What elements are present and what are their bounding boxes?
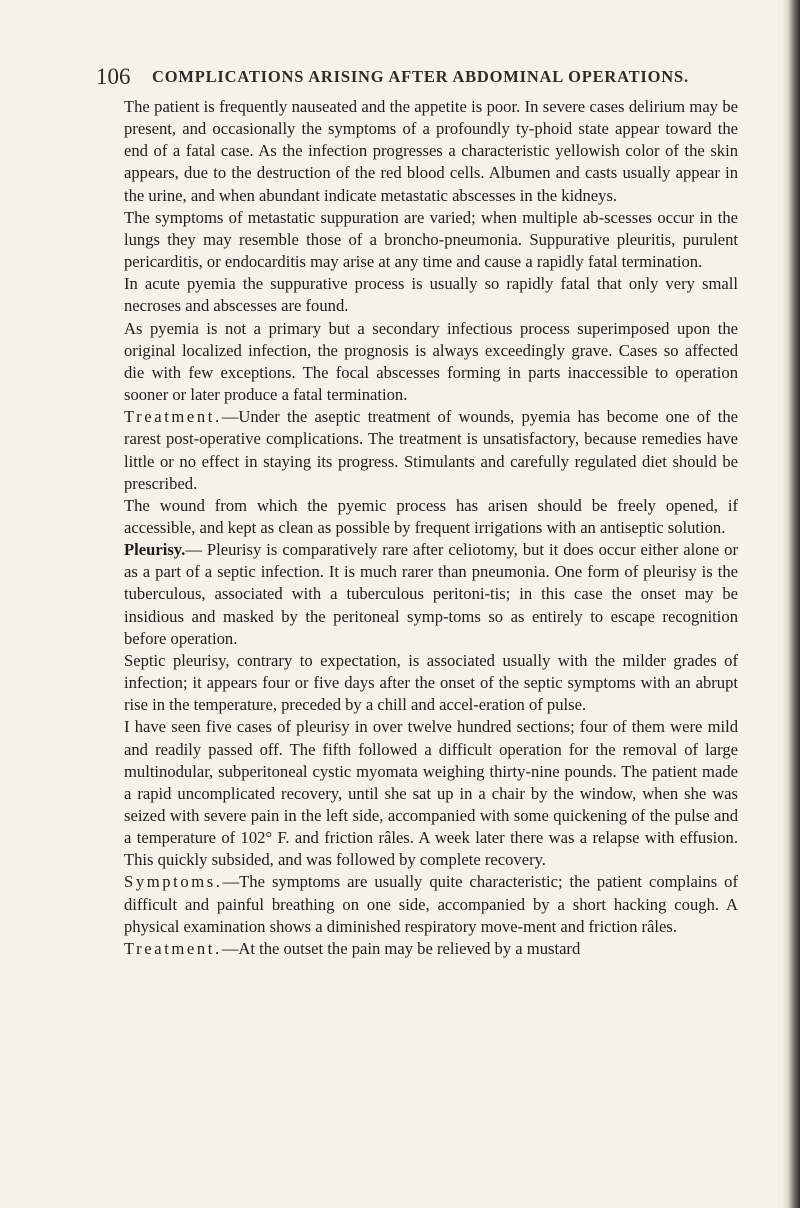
paragraph-7-text: — Pleurisy is comparatively rare after celiotomy, but it does occur either alone or as a part of a septic infection. It is much rarer than pneumonia. One form of pleurisy is the tuberculous, associated with a tuberculous peritoni-tis; in this case the onset may be insidious and masked by the peritoneal symp-toms so as entirely to escape recognition before operation.: [124, 540, 738, 648]
page-edge-shadow: [782, 0, 800, 1208]
page-number: 106: [96, 64, 131, 89]
paragraph-3: [124, 273, 738, 317]
paragraph-9: [124, 716, 738, 871]
paragraph-2: [124, 207, 738, 273]
paragraph-5-text: —Under the aseptic treatment of wounds, pyemia has become one of the rarest post-operative complications. The treatment is unsatisfactory, because remedies have little or no effect in staying its progress. Stimulants and carefully regulated diet should be prescribed.: [124, 407, 738, 493]
paragraph-10-text: —The symptoms are usually quite characteristic; the patient complains of difficult and painful breathing on one side, accompanied by a short hacking cough. A physical examination shows a diminished respiratory move-ment and friction râles.: [124, 872, 738, 936]
paragraph-6: [124, 495, 738, 539]
section-lead-treatment-1: Treatment.: [124, 407, 222, 427]
section-lead-symptoms: Symptoms.: [124, 872, 223, 892]
paragraph-2-text: The symptoms of metastatic suppuration are varied; when multiple ab-scesses occur in the lungs they may resemble those of a broncho-pneumonia. Suppurative pleuritis, purulent pericarditis, or endocarditis may arise at any time and cause a rapidly fatal termination.: [124, 207, 738, 272]
paragraph-11-text: —At the outset the pain may be relieved by a mustard: [221, 938, 581, 958]
paragraph-7: [124, 539, 738, 650]
paragraph-5: [124, 406, 738, 495]
section-lead-treatment-2: Treatment.: [124, 938, 222, 958]
paragraph-1: [124, 96, 738, 207]
paragraph-4: [124, 318, 738, 407]
paragraph-1-text: The patient is frequently nauseated and the appetite is poor. In severe cases delirium may be present, and occasionally the symptoms of a profoundly ty-phoid state appear toward the end of a fatal case. As the infection progresses a characteristic yellowish color of the skin appears, due to the destruction of the red blood cells. Albumen and casts usually appear in the urine, and when abundant indicate metastatic abscesses in the kidneys.: [124, 97, 738, 205]
paragraph-11: [124, 938, 738, 960]
paragraph-4-text: As pyemia is not a primary but a secondary infectious process superimposed upon the original localized infection, the prognosis is always exceedingly grave. Cases so affected die with few exceptions. The focal abscesses forming in parts inaccessible to operation sooner or later produce a fatal termination.: [124, 318, 738, 405]
paragraph-3-text: In acute pyemia the suppurative process is usually so rapidly fatal that only very small necroses and abscesses are found.: [124, 274, 738, 316]
body-text: [124, 96, 738, 960]
paragraph-8-text: Septic pleurisy, contrary to expectation, is associated usually with the milder grades of infection; it appears four or five days after the onset of the septic symptoms with an abrupt rise in the temperature, preceded by a chill and accel-eration of pulse.: [124, 650, 738, 715]
paragraph-9-text: I have seen five cases of pleurisy in over twelve hundred sections; four of them were mild and readily passed off. The fifth followed a difficult operation for the removal of large multinodular, subperitoneal cystic myomata weighing thirty-nine pounds. The patient made a rapid uncomplicated recovery, until she sat up in a chair by the window, when she was seized with severe pain in the left side, accompanied with some quickening of the pulse and a temperature of 102° F. and friction râles. A week later there was a relapse with effusion. This quickly subsided, and was followed by complete recovery.: [124, 717, 738, 870]
paragraph-8: [124, 650, 738, 716]
running-head: COMPLICATIONS ARISING AFTER ABDOMINAL OPERATIONS.: [152, 67, 689, 86]
section-heading-pleurisy: Pleurisy.: [124, 540, 186, 560]
paragraph-6-text: The wound from which the pyemic process has arisen should be freely opened, if accessible, and kept as clean as possible by frequent irrigations with an antiseptic solution.: [124, 495, 738, 537]
paragraph-10: [124, 871, 738, 937]
page-header: [96, 62, 736, 92]
